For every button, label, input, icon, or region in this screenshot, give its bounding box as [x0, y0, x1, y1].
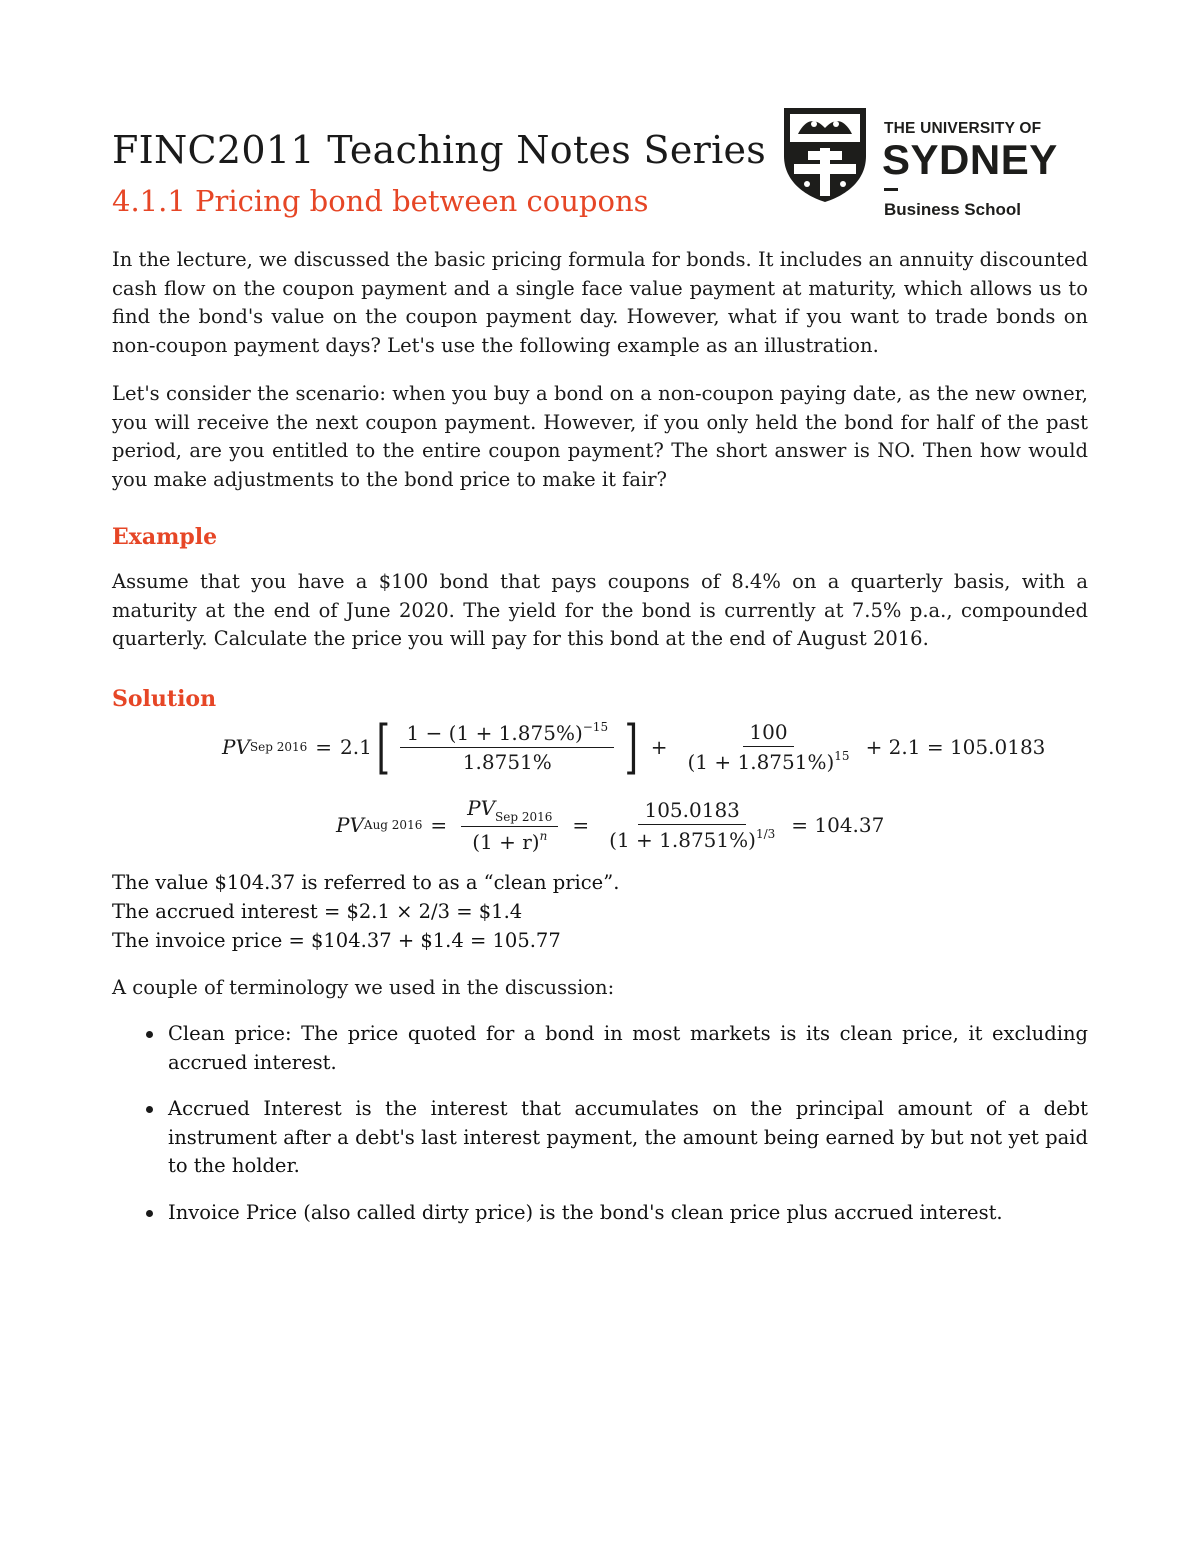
equation-pv-aug: PV Aug 2016 = $\frac{PV_{Sep 2016}}{(1 + r)^n}$ = $\frac{105.0183}{(1 + 1.8751\%)^{1/3}}$ = 104.37 [336, 796, 885, 854]
terminology-list [112, 1020, 1088, 1245]
solution-results [112, 868, 619, 955]
list-item: Clean price: The price quoted for a bond in most markets is its clean price, it excluding accrued interest. [112, 1020, 1088, 1077]
document-title: FINC2011 Teaching Notes Series [112, 128, 767, 172]
logo-business-school: Business School [884, 200, 1021, 219]
accrued-interest-line: The accrued interest = $2.1 × 2/3 = $1.4 [112, 900, 523, 923]
university-logo [780, 104, 1060, 224]
invoice-price-line: The invoice price = $104.37 + $1.4 = 105.77 [112, 929, 561, 952]
intro-paragraph-1: In the lecture, we discussed the basic pricing formula for bonds. It includes an annuity discounted cash flow on the coupon payment and a single face value payment at maturity, which allows us to find the bond's value on the coupon payment day. However, what if you want to trade bonds on non-coupon payment days? Let's use the following example as an illustration. [112, 248, 1088, 357]
terminology-intro: A couple of terminology we used in the discussion: [112, 976, 615, 999]
clean-price-line: The value $104.37 is referred to as a “clean price”. [112, 871, 620, 894]
list-item: Accrued Interest is the interest that accumulates on the principal amount of a debt instrument after a debt's last interest payment, the amount being earned by but not yet paid to the holder. [112, 1095, 1088, 1181]
bullet-icon [146, 1031, 153, 1038]
example-paragraph: Assume that you have a $100 bond that pays coupons of 8.4% on a quarterly basis, with a maturity at the end of June 2020. The yield for the bond is currently at 7.5% p.a., compounded quarterly. Calculate the price you will pay for this bond at the end of August 2016. [112, 570, 1088, 650]
logo-university-of: THE UNIVERSITY OF [884, 120, 1042, 137]
solution-heading: Solution [112, 686, 217, 712]
equation-pv-sep: PV Sep 2016 = 2.1 [ $\frac{1 - (1 + 1.875\%)^{-15}}{1.8751\%}$ ] + $\frac{100}{(1 + 1.8751\%)^{15}}$ + 2.1 = 105.0183 [222, 713, 1046, 781]
logo-divider [884, 188, 898, 191]
logo-sydney: SYDNEY [882, 136, 1058, 183]
document-subtitle: 4.1.1 Pricing bond between coupons [112, 184, 649, 218]
list-item: Invoice Price (also called dirty price) is the bond's clean price plus accrued interest. [112, 1199, 1088, 1228]
bullet-icon [146, 1210, 153, 1217]
intro-paragraph-2: Let's consider the scenario: when you buy a bond on a non-coupon paying date, as the new owner, you will receive the next coupon payment. However, if you only held the bond for half of the past period, are you entitled to the entire coupon payment? The short answer is NO. Then how would you make adjustments to the bond price to make it fair? [112, 382, 1088, 491]
university-crest-icon [780, 104, 870, 204]
bullet-icon [146, 1106, 153, 1113]
example-heading: Example [112, 524, 218, 550]
